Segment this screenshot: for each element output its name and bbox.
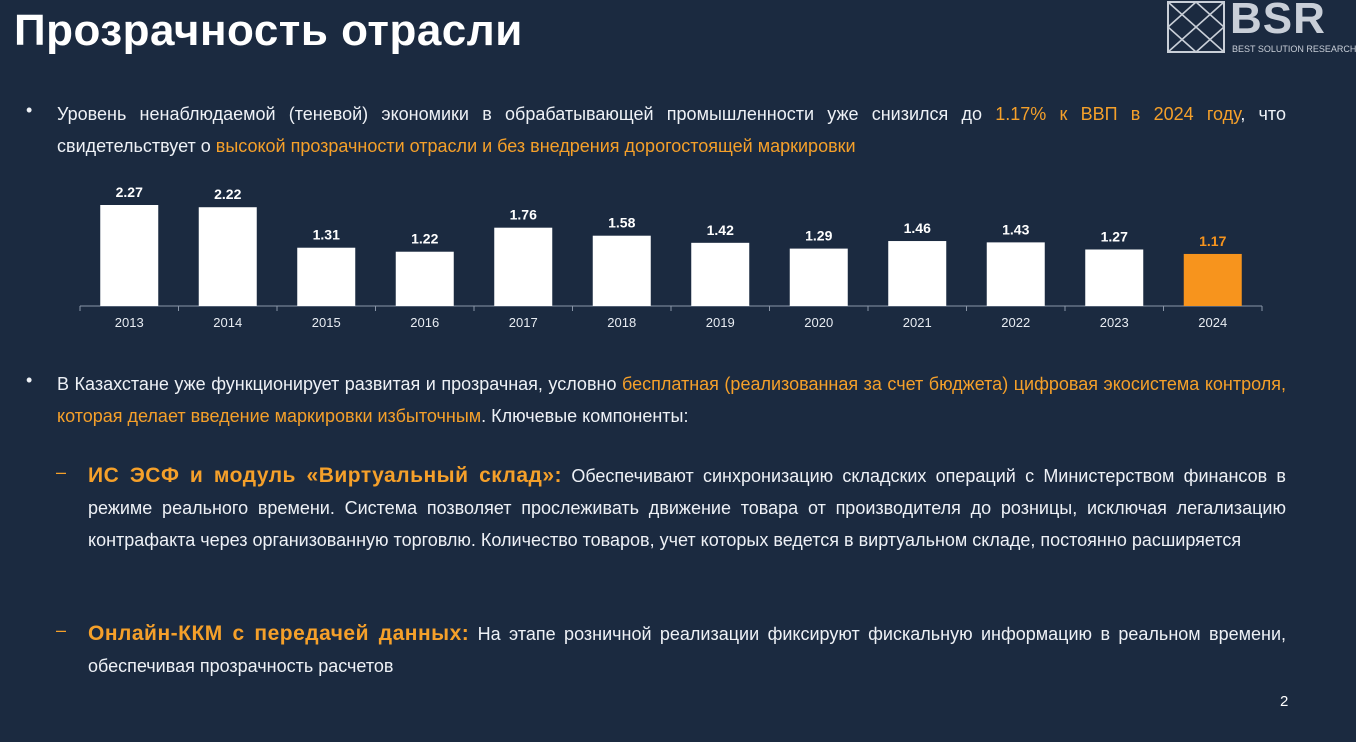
- sub1-text: Обеспечивают синхронизацию складских операций с Министерством финансов в режиме реального времени. Система позволяет прослеживать движение товара от производителя до розницы, исключая легализацию контрафакта через организованную торговлю. Количество товаров, учет которых ведется в виртуальном складе, постоянно расширяется: [88, 466, 1286, 550]
- slide-title: Прозрачность отрасли: [14, 6, 523, 55]
- sub-bullet-esf: [88, 460, 1286, 556]
- bullet-paragraph-1: [57, 98, 1286, 162]
- bar-2024: [1184, 254, 1242, 306]
- bar-value-label-2014: 2.22: [214, 186, 242, 203]
- bar-2023: [1085, 249, 1143, 306]
- shadow-economy-bar-chart: [80, 180, 1262, 336]
- x-tick-label-2022: 2022: [1001, 315, 1031, 330]
- x-tick-label-2024: 2024: [1198, 315, 1228, 330]
- bullet2-text-2: . Ключевые компоненты:: [481, 406, 689, 426]
- sub-bullet-dash: –: [56, 462, 67, 482]
- bar-value-label-2019: 1.42: [706, 221, 734, 238]
- bar-2014: [199, 207, 257, 306]
- x-tick-label-2015: 2015: [311, 315, 341, 330]
- bullet2-highlight-1: бесплатная (реализованная за счет бюджета) цифровая экосистема контроля, которая делает введение маркировки избыточным: [57, 374, 1286, 426]
- bar-value-label-2018: 1.58: [608, 214, 636, 231]
- page-number: 2: [1280, 693, 1289, 710]
- sub1-heading: ИС ЭСФ и модуль «Виртуальный склад»:: [88, 464, 563, 487]
- bar-2022: [987, 242, 1045, 306]
- bar-2017: [494, 228, 552, 306]
- sub-bullet-dash: –: [56, 620, 67, 640]
- bar-2013: [100, 205, 158, 306]
- bullet1-highlight-1: 1.17% к ВВП в 2024 году: [995, 104, 1241, 124]
- bar-value-label-2020: 1.29: [805, 227, 833, 244]
- bar-value-label-2023: 1.27: [1100, 228, 1128, 245]
- logo-text: BSR: [1230, 0, 1326, 43]
- x-tick-label-2019: 2019: [705, 315, 735, 330]
- bullet1-text-2: , что свидетельствует о: [57, 104, 1286, 156]
- bar-2021: [888, 241, 946, 306]
- bullet-dot: •: [26, 370, 33, 390]
- bullet2-text-1: В Казахстане уже функционирует развитая и прозрачная, условно: [57, 374, 622, 394]
- x-tick-label-2016: 2016: [410, 315, 440, 330]
- logo-mark-icon: [1166, 0, 1226, 54]
- bar-value-label-2016: 1.22: [411, 230, 439, 247]
- bar-value-label-2013: 2.27: [115, 184, 143, 200]
- bar-2019: [691, 243, 749, 306]
- sub-bullet-kkm: [88, 618, 1286, 682]
- bar-2018: [593, 236, 651, 306]
- sub2-text: На этапе розничной реализации фиксируют фискальную информацию в реальном времени, обеспечивая прозрачность расчетов: [88, 624, 1286, 676]
- sub2-heading: Онлайн-ККМ с передачей данных:: [88, 622, 470, 645]
- brand-logo: [1166, 0, 1356, 56]
- bar-value-label-2021: 1.46: [903, 220, 931, 237]
- bar-2020: [790, 249, 848, 306]
- x-tick-label-2021: 2021: [902, 315, 932, 330]
- x-tick-label-2023: 2023: [1099, 315, 1129, 330]
- x-tick-label-2018: 2018: [607, 315, 637, 330]
- logo-subtitle: BEST SOLUTION RESEARCH: [1232, 44, 1356, 54]
- bullet-dot: •: [26, 100, 33, 120]
- bar-value-label-2022: 1.43: [1002, 221, 1030, 238]
- bullet-paragraph-2: [57, 368, 1286, 432]
- x-tick-label-2020: 2020: [804, 315, 834, 330]
- bar-value-label-2015: 1.31: [312, 226, 340, 243]
- x-tick-label-2013: 2013: [114, 315, 144, 330]
- bar-2016: [396, 252, 454, 306]
- bar-value-label-2017: 1.76: [509, 206, 537, 223]
- bullet1-highlight-2: высокой прозрачности отрасли и без внедрения дорогостоящей маркировки: [215, 136, 856, 156]
- x-tick-label-2017: 2017: [508, 315, 538, 330]
- bullet1-text-1: Уровень ненаблюдаемой (теневой) экономики в обрабатывающей промышленности уже снизился до: [57, 104, 996, 124]
- bar-2015: [297, 248, 355, 306]
- x-tick-label-2014: 2014: [213, 315, 243, 330]
- bar-value-label-2024: 1.17: [1199, 232, 1227, 249]
